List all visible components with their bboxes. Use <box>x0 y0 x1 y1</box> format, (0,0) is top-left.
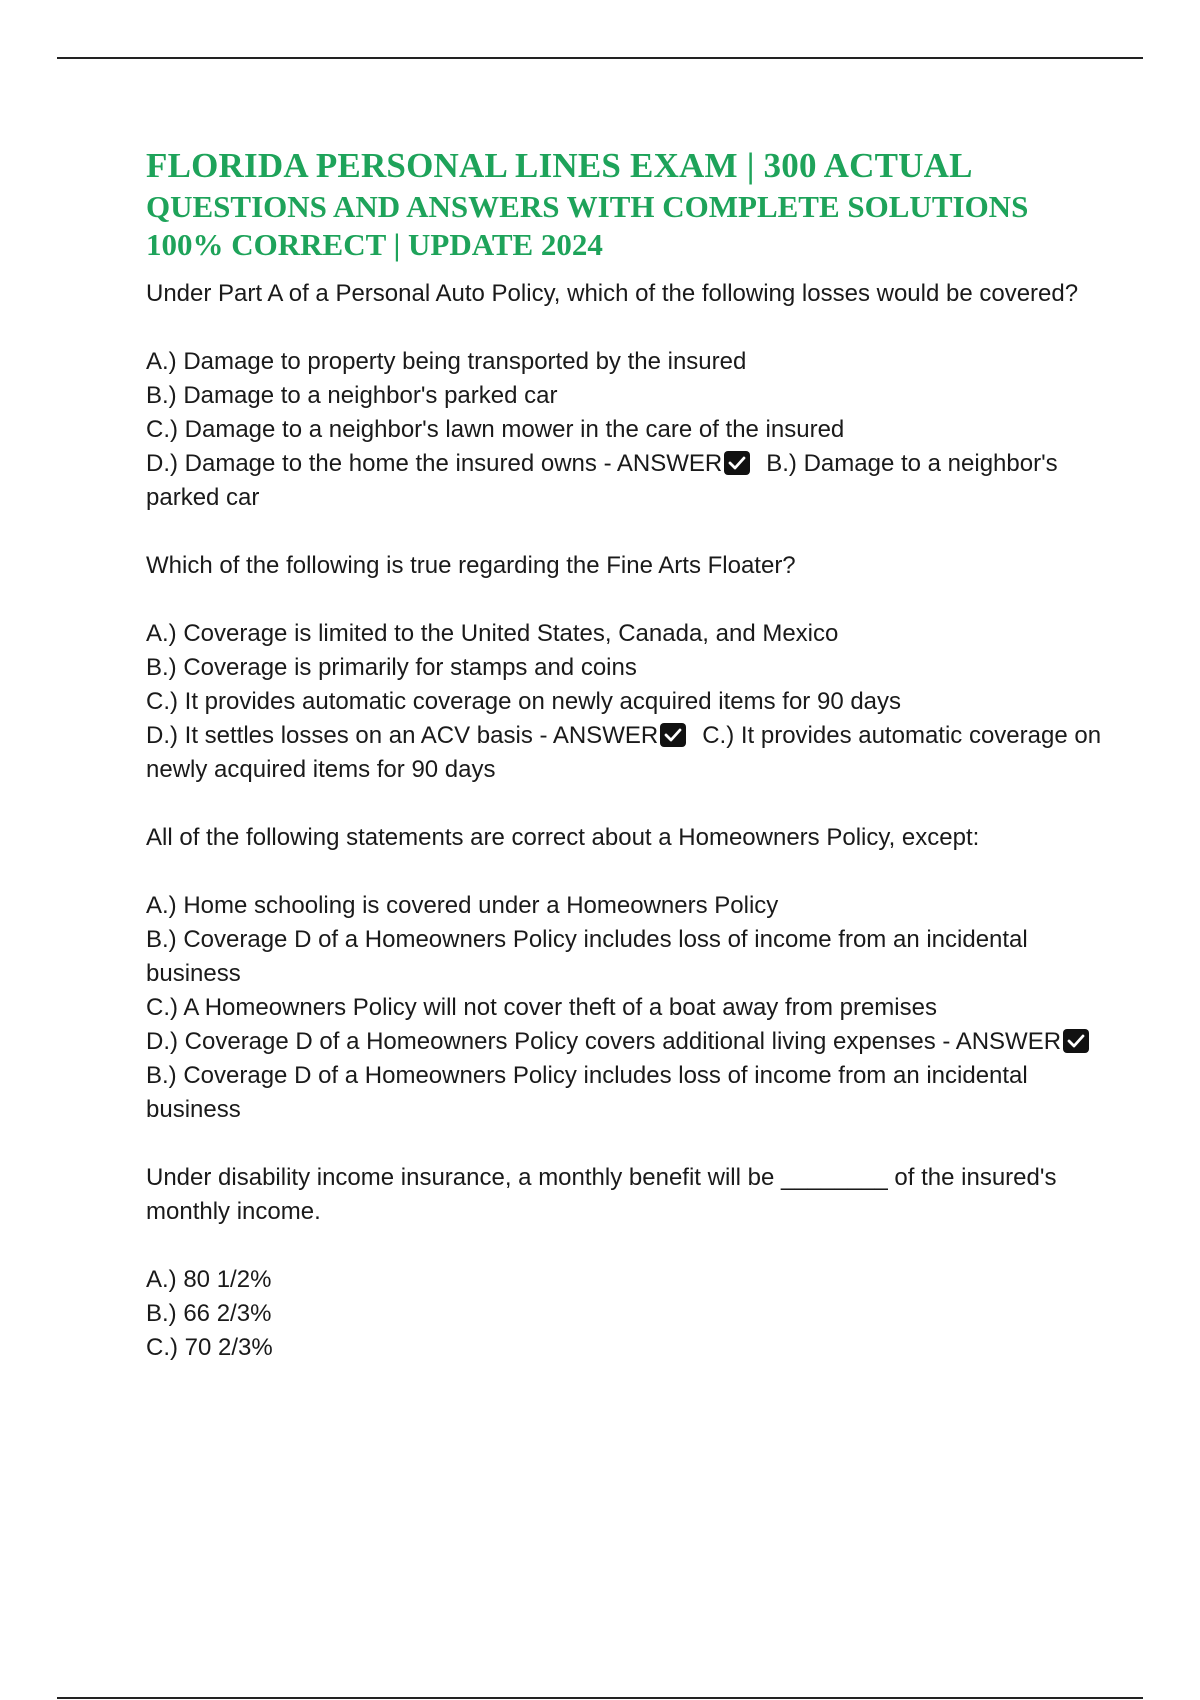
option-list <box>146 1263 1106 1365</box>
option-a: A.) Damage to property being transported by the insured <box>146 348 747 376</box>
document-body <box>146 145 1106 1399</box>
option-d-with-answer <box>146 1025 1106 1127</box>
question-block <box>146 549 1106 787</box>
document-title <box>146 145 1106 263</box>
question-block <box>146 821 1106 1127</box>
option-a: A.) 80 1/2% <box>146 1266 272 1294</box>
question-text: All of the following statements are correct about a Homeowners Policy, except: <box>146 824 980 852</box>
option-b: B.) Coverage D of a Homeowners Policy includes loss of income from an incidental business <box>146 926 1028 988</box>
answer-text: B.) Coverage D of a Homeowners Policy includes loss of income from an incidental business <box>146 1062 1028 1124</box>
checkbox-checked-icon <box>660 723 686 747</box>
option-b: B.) 66 2/3% <box>146 1300 272 1328</box>
option-d-with-answer <box>146 447 1106 515</box>
title-line-1: FLORIDA PERSONAL LINES EXAM | 300 ACTUAL <box>146 146 973 185</box>
option-b: B.) Damage to a neighbor's parked car <box>146 382 558 410</box>
option-b: B.) Coverage is primarily for stamps and coins <box>146 654 637 682</box>
option-d: D.) It settles losses on an ACV basis - ANSWER <box>146 722 659 750</box>
option-d-with-answer <box>146 719 1106 787</box>
option-d: D.) Damage to the home the insured owns - ANSWER <box>146 450 723 478</box>
option-a: A.) Home schooling is covered under a Homeowners Policy <box>146 892 779 920</box>
option-c: C.) 70 2/3% <box>146 1334 273 1362</box>
option-c: C.) It provides automatic coverage on newly acquired items for 90 days <box>146 688 902 716</box>
option-a: A.) Coverage is limited to the United States, Canada, and Mexico <box>146 620 839 648</box>
title-line-3: 100% CORRECT | UPDATE 2024 <box>146 226 603 262</box>
checkbox-checked-icon <box>724 451 750 475</box>
answer-text: B.) Damage to a neighbor's parked car <box>146 450 1058 512</box>
answer-text: C.) It provides automatic coverage on newly acquired items for 90 days <box>146 722 1102 784</box>
title-line-2: QUESTIONS AND ANSWERS WITH COMPLETE SOLUTIONS <box>146 188 1029 224</box>
question-block <box>146 1161 1106 1365</box>
question-text: Which of the following is true regarding the Fine Arts Floater? <box>146 552 796 580</box>
option-list <box>146 617 1106 787</box>
option-c: C.) A Homeowners Policy will not cover theft of a boat away from premises <box>146 994 937 1022</box>
question-text: Under Part A of a Personal Auto Policy, which of the following losses would be covered? <box>146 280 1079 308</box>
option-list <box>146 345 1106 515</box>
checkbox-checked-icon <box>1063 1029 1089 1053</box>
option-d: D.) Coverage D of a Homeowners Policy covers additional living expenses - ANSWER <box>146 1028 1062 1056</box>
option-c: C.) Damage to a neighbor's lawn mower in the care of the insured <box>146 416 845 444</box>
question-text: Under disability income insurance, a monthly benefit will be ________ of the insured's monthly income. <box>146 1164 1057 1226</box>
top-rule <box>57 57 1143 59</box>
bottom-rule <box>57 1697 1143 1699</box>
option-list <box>146 889 1106 1127</box>
question-block <box>146 277 1106 515</box>
